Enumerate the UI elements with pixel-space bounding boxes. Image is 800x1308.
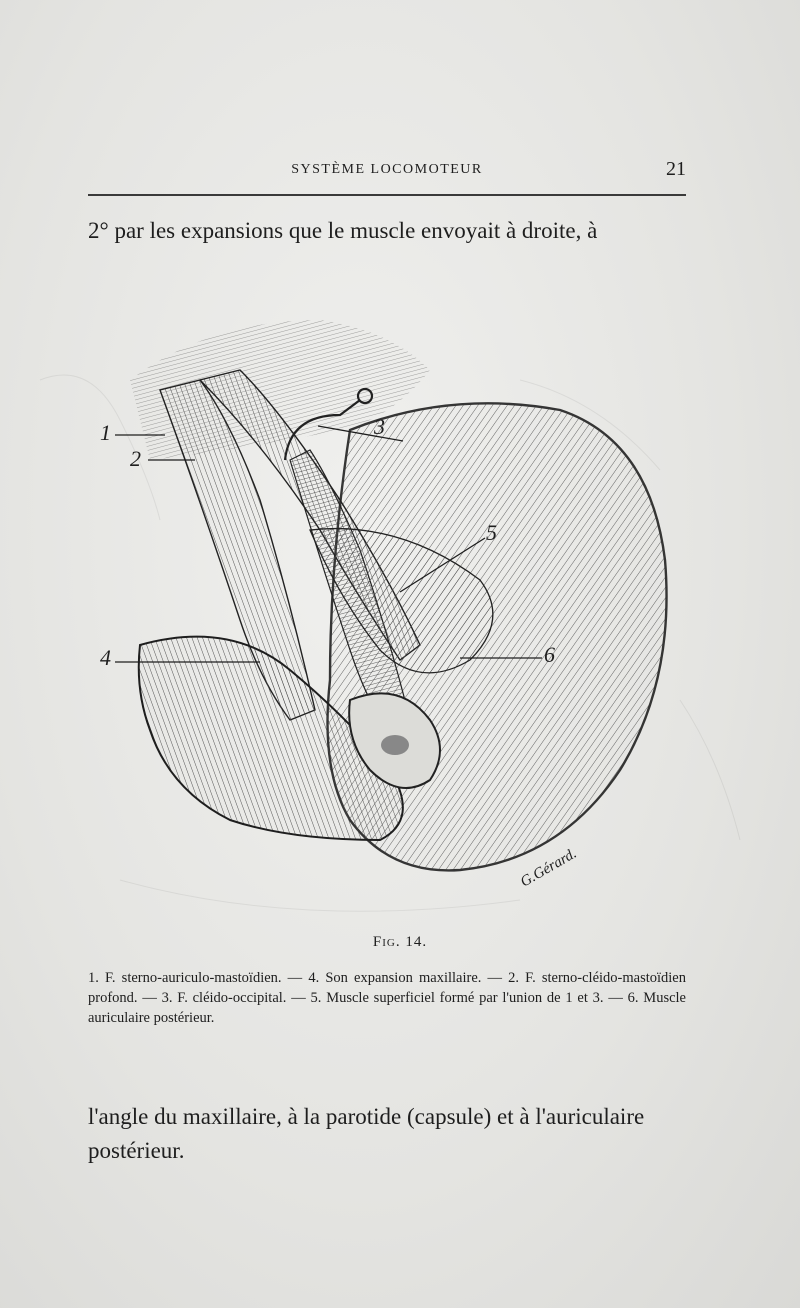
header-rule bbox=[88, 194, 686, 196]
figure-label-1: 1 bbox=[100, 420, 111, 445]
artist-signature: G.Gérard. bbox=[517, 845, 580, 891]
page-number: 21 bbox=[666, 158, 686, 180]
figure-label-6: 6 bbox=[544, 642, 555, 667]
running-title: SYSTÈME LOCOMOTEUR bbox=[291, 162, 483, 177]
figure-legend: 1. F. sterno-auriculo-mastoïdien. — 4. Son expansion maxillaire. — 2. F. sterno-cléido-mastoïdien profond. — 3. F. cléido-occipital. — 5. Muscle superficiel formé par l'union de 1 et 3. — 6. Muscle auriculaire postérieur. bbox=[88, 970, 686, 1026]
figure-caption: Fig. 14. bbox=[372, 934, 428, 950]
ear-canal bbox=[381, 735, 409, 755]
running-head bbox=[88, 158, 686, 182]
figure-label-3: 3 bbox=[374, 414, 385, 439]
anatomical-illustration bbox=[90, 300, 690, 910]
figure-label-5: 5 bbox=[486, 520, 497, 545]
figure-label-2: 2 bbox=[130, 446, 141, 471]
opening-line: 2° par les expansions que le muscle envoyait à droite, à bbox=[88, 218, 598, 243]
figure-label-4: 4 bbox=[100, 645, 111, 670]
closing-paragraph: l'angle du maxillaire, à la parotide (capsule) et à l'auriculaire postérieur. bbox=[88, 1104, 645, 1163]
